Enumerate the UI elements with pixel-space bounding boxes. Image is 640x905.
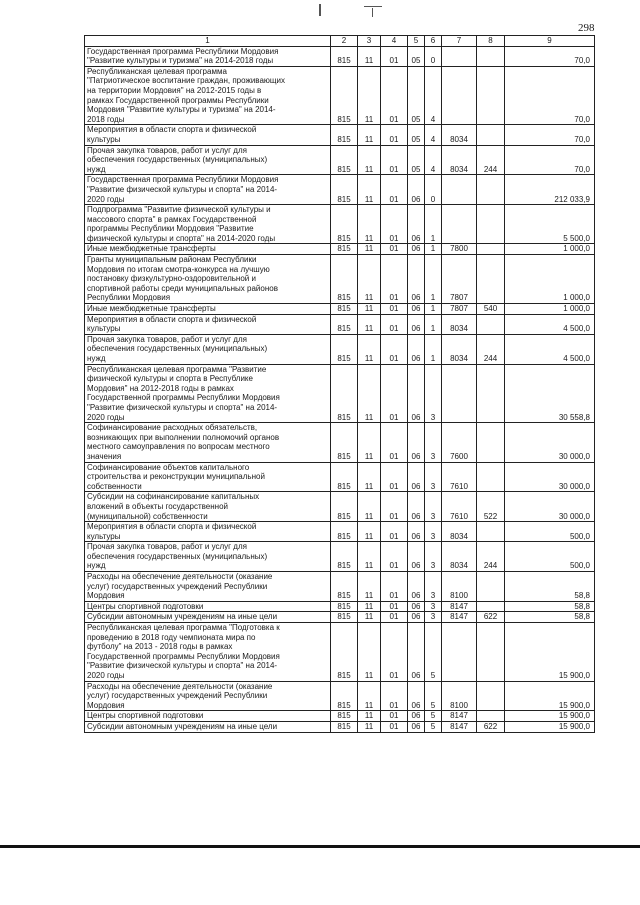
- program-code: 06: [408, 175, 425, 205]
- footer-rule: [0, 845, 640, 848]
- program-code: 06: [408, 492, 425, 522]
- section-code: 11: [358, 255, 381, 304]
- column-header-4: 4: [381, 36, 408, 47]
- ministry-code: 815: [331, 304, 358, 315]
- program-code: 06: [408, 612, 425, 623]
- expense-type-code: 244: [477, 145, 505, 175]
- expense-type-code: [477, 125, 505, 145]
- article-code: 8034: [442, 522, 477, 542]
- section-code: 11: [358, 522, 381, 542]
- expense-type-code: [477, 522, 505, 542]
- subsection-code: 01: [381, 66, 408, 125]
- table-row: [85, 364, 595, 423]
- section-code: 11: [358, 423, 381, 462]
- amount: 212 033,9: [505, 175, 595, 205]
- subprogram-code: 3: [425, 492, 442, 522]
- article-code: 8034: [442, 314, 477, 334]
- ministry-code: 815: [331, 255, 358, 304]
- program-code: 06: [408, 205, 425, 244]
- article-code: 8034: [442, 334, 477, 364]
- row-name: Иные межбюджетные трансферты: [85, 304, 331, 315]
- program-code: 06: [408, 601, 425, 612]
- program-code: 06: [408, 244, 425, 255]
- section-code: 11: [358, 334, 381, 364]
- program-code: 06: [408, 462, 425, 492]
- article-code: 8034: [442, 125, 477, 145]
- table-row: [85, 175, 595, 205]
- row-name: Расходы на обеспечение деятельности (оказание услуг) государственных учреждений Республики Мордовия: [85, 681, 331, 711]
- expense-type-code: [477, 364, 505, 423]
- article-code: 7800: [442, 244, 477, 255]
- article-code: 7610: [442, 492, 477, 522]
- table-row: [85, 244, 595, 255]
- subprogram-code: 0: [425, 175, 442, 205]
- expense-type-code: [477, 66, 505, 125]
- column-header-8: 8: [477, 36, 505, 47]
- ministry-code: 815: [331, 205, 358, 244]
- article-code: [442, 175, 477, 205]
- table-row: [85, 572, 595, 602]
- amount: 15 900,0: [505, 721, 595, 732]
- column-header-7: 7: [442, 36, 477, 47]
- program-code: 06: [408, 304, 425, 315]
- row-name: Государственная программа Республики Мордовия "Развитие физической культуры и спорта" на 2014- 2020 годы: [85, 175, 331, 205]
- subprogram-code: 5: [425, 711, 442, 722]
- program-code: 06: [408, 681, 425, 711]
- row-name: Прочая закупка товаров, работ и услуг для обеспечения государственных (муниципальных) нужд: [85, 542, 331, 572]
- article-code: 7600: [442, 423, 477, 462]
- subprogram-code: 4: [425, 125, 442, 145]
- article-code: 7610: [442, 462, 477, 492]
- ministry-code: 815: [331, 721, 358, 732]
- subsection-code: 01: [381, 681, 408, 711]
- subprogram-code: 5: [425, 623, 442, 682]
- subprogram-code: 3: [425, 572, 442, 602]
- ministry-code: 815: [331, 145, 358, 175]
- expense-type-code: [477, 462, 505, 492]
- ministry-code: 815: [331, 522, 358, 542]
- table-row: [85, 522, 595, 542]
- article-code: [442, 205, 477, 244]
- table-row: [85, 612, 595, 623]
- amount: 58,8: [505, 612, 595, 623]
- ministry-code: 815: [331, 66, 358, 125]
- subsection-code: 01: [381, 205, 408, 244]
- subsection-code: 01: [381, 542, 408, 572]
- article-code: 7807: [442, 304, 477, 315]
- subprogram-code: 4: [425, 66, 442, 125]
- program-code: 05: [408, 145, 425, 175]
- amount: 15 900,0: [505, 711, 595, 722]
- amount: 500,0: [505, 522, 595, 542]
- row-name: Центры спортивной подготовки: [85, 711, 331, 722]
- subprogram-code: 1: [425, 314, 442, 334]
- subsection-code: 01: [381, 125, 408, 145]
- budget-table: [84, 35, 595, 733]
- program-code: 06: [408, 364, 425, 423]
- scan-artifact: [319, 4, 321, 16]
- amount: 30 558,8: [505, 364, 595, 423]
- subsection-code: 01: [381, 601, 408, 612]
- table-row: [85, 334, 595, 364]
- article-code: 8100: [442, 572, 477, 602]
- amount: 500,0: [505, 542, 595, 572]
- row-name: Государственная программа Республики Мордовия "Развитие культуры и туризма" на 2014-2018 годы: [85, 46, 331, 66]
- section-code: 11: [358, 175, 381, 205]
- ministry-code: 815: [331, 711, 358, 722]
- subsection-code: 01: [381, 462, 408, 492]
- subsection-code: 01: [381, 721, 408, 732]
- ministry-code: 815: [331, 601, 358, 612]
- subsection-code: 01: [381, 492, 408, 522]
- subprogram-code: 5: [425, 681, 442, 711]
- expense-type-code: [477, 601, 505, 612]
- subprogram-code: 3: [425, 522, 442, 542]
- article-code: [442, 46, 477, 66]
- table-row: [85, 681, 595, 711]
- section-code: 11: [358, 66, 381, 125]
- table-row: [85, 601, 595, 612]
- amount: 1 000,0: [505, 304, 595, 315]
- expense-type-code: 522: [477, 492, 505, 522]
- amount: 15 900,0: [505, 681, 595, 711]
- subprogram-code: 3: [425, 612, 442, 623]
- expense-type-code: 622: [477, 612, 505, 623]
- amount: 30 000,0: [505, 462, 595, 492]
- expense-type-code: [477, 244, 505, 255]
- expense-type-code: 244: [477, 542, 505, 572]
- section-code: 11: [358, 244, 381, 255]
- table-row: [85, 462, 595, 492]
- article-code: [442, 66, 477, 125]
- amount: 4 500,0: [505, 334, 595, 364]
- column-header-2: 2: [331, 36, 358, 47]
- table-row: [85, 125, 595, 145]
- article-code: [442, 364, 477, 423]
- amount: 70,0: [505, 46, 595, 66]
- subprogram-code: 1: [425, 244, 442, 255]
- amount: 70,0: [505, 66, 595, 125]
- subsection-code: 01: [381, 711, 408, 722]
- section-code: 11: [358, 681, 381, 711]
- program-code: 06: [408, 334, 425, 364]
- table-row: [85, 205, 595, 244]
- scan-artifact: [364, 6, 382, 7]
- table-row: [85, 66, 595, 125]
- expense-type-code: [477, 572, 505, 602]
- amount: 58,8: [505, 572, 595, 602]
- row-name: Софинансирование расходных обязательств, возникающих при выполнении полномочий органов местного самоуправления по вопросам местного значения: [85, 423, 331, 462]
- subsection-code: 01: [381, 423, 408, 462]
- program-code: 06: [408, 314, 425, 334]
- expense-type-code: [477, 314, 505, 334]
- row-name: Прочая закупка товаров, работ и услуг для обеспечения государственных (муниципальных) нужд: [85, 334, 331, 364]
- section-code: 11: [358, 492, 381, 522]
- subprogram-code: 3: [425, 364, 442, 423]
- ministry-code: 815: [331, 681, 358, 711]
- subsection-code: 01: [381, 612, 408, 623]
- column-header-3: 3: [358, 36, 381, 47]
- table-row: [85, 314, 595, 334]
- row-name: Центры спортивной подготовки: [85, 601, 331, 612]
- expense-type-code: 540: [477, 304, 505, 315]
- ministry-code: 815: [331, 542, 358, 572]
- subprogram-code: 3: [425, 542, 442, 572]
- section-code: 11: [358, 205, 381, 244]
- ministry-code: 815: [331, 175, 358, 205]
- row-name: Субсидии автономным учреждениям на иные цели: [85, 612, 331, 623]
- subprogram-code: 3: [425, 423, 442, 462]
- subprogram-code: 1: [425, 255, 442, 304]
- table-row: [85, 46, 595, 66]
- article-code: 8034: [442, 145, 477, 175]
- section-code: 11: [358, 711, 381, 722]
- column-header-1: 1: [85, 36, 331, 47]
- page-number: 298: [578, 22, 595, 34]
- subsection-code: 01: [381, 623, 408, 682]
- amount: 1 000,0: [505, 244, 595, 255]
- amount: 1 000,0: [505, 255, 595, 304]
- column-header-9: 9: [505, 36, 595, 47]
- subprogram-code: 3: [425, 462, 442, 492]
- section-code: 11: [358, 125, 381, 145]
- subsection-code: 01: [381, 46, 408, 66]
- section-code: 11: [358, 572, 381, 602]
- program-code: 06: [408, 572, 425, 602]
- expense-type-code: [477, 681, 505, 711]
- amount: 30 000,0: [505, 492, 595, 522]
- subsection-code: 01: [381, 314, 408, 334]
- article-code: 8147: [442, 711, 477, 722]
- table-row: [85, 145, 595, 175]
- ministry-code: 815: [331, 364, 358, 423]
- row-name: Республиканская целевая программа "Подготовка к проведению в 2018 году чемпионата мира по футболу" на 2013 - 2018 годы в рамках Государственной программы Республики Мордовия "Развитие физической культуры и спорта" на 2014- 2020 годы: [85, 623, 331, 682]
- ministry-code: 815: [331, 125, 358, 145]
- program-code: 06: [408, 423, 425, 462]
- expense-type-code: 622: [477, 721, 505, 732]
- expense-type-code: [477, 623, 505, 682]
- program-code: 06: [408, 542, 425, 572]
- section-code: 11: [358, 601, 381, 612]
- subprogram-code: 1: [425, 304, 442, 315]
- program-code: 05: [408, 46, 425, 66]
- expense-type-code: 244: [477, 334, 505, 364]
- expense-type-code: [477, 711, 505, 722]
- program-code: 06: [408, 623, 425, 682]
- amount: 70,0: [505, 125, 595, 145]
- row-name: Иные межбюджетные трансферты: [85, 244, 331, 255]
- subprogram-code: 1: [425, 334, 442, 364]
- section-code: 11: [358, 612, 381, 623]
- amount: 5 500,0: [505, 205, 595, 244]
- section-code: 11: [358, 145, 381, 175]
- program-code: 06: [408, 522, 425, 542]
- row-name: Гранты муниципальным районам Республики Мордовия по итогам смотра-конкурса на лучшую постановку физкультурно-оздоровительной и спортивной работы среди муниципальных районов Республики Мордовия: [85, 255, 331, 304]
- article-code: 8034: [442, 542, 477, 572]
- section-code: 11: [358, 542, 381, 572]
- amount: 70,0: [505, 145, 595, 175]
- subsection-code: 01: [381, 145, 408, 175]
- subsection-code: 01: [381, 304, 408, 315]
- table-row: [85, 623, 595, 682]
- subsection-code: 01: [381, 255, 408, 304]
- ministry-code: 815: [331, 244, 358, 255]
- amount: 4 500,0: [505, 314, 595, 334]
- subprogram-code: 5: [425, 721, 442, 732]
- table-row: [85, 423, 595, 462]
- article-code: 8100: [442, 681, 477, 711]
- article-code: [442, 623, 477, 682]
- program-code: 05: [408, 125, 425, 145]
- row-name: Мероприятия в области спорта и физической культуры: [85, 314, 331, 334]
- ministry-code: 815: [331, 462, 358, 492]
- subprogram-code: 4: [425, 145, 442, 175]
- subsection-code: 01: [381, 522, 408, 542]
- table-row: [85, 721, 595, 732]
- amount: 15 900,0: [505, 623, 595, 682]
- column-header-6: 6: [425, 36, 442, 47]
- amount: 30 000,0: [505, 423, 595, 462]
- row-name: Расходы на обеспечение деятельности (оказание услуг) государственных учреждений Республики Мордовия: [85, 572, 331, 602]
- subprogram-code: 0: [425, 46, 442, 66]
- table-row: [85, 711, 595, 722]
- subsection-code: 01: [381, 175, 408, 205]
- ministry-code: 815: [331, 46, 358, 66]
- section-code: 11: [358, 314, 381, 334]
- row-name: Республиканская целевая программа "Патриотическое воспитание граждан, проживающих на территории Мордовия" на 2012-2015 годы в рамках Государственной программы Республики Мордовия "Развитие культуры и туризма" на 2014- 2018 годы: [85, 66, 331, 125]
- row-name: Республиканская целевая программа "Развитие физической культуры и спорта в Республике Мордовия" на 2012-2018 годы в рамках Государственной программы Республики Мордовия "Развитие физической культуры и спорта" на 2014- 2020 годы: [85, 364, 331, 423]
- program-code: 06: [408, 721, 425, 732]
- row-name: Прочая закупка товаров, работ и услуг для обеспечения государственных (муниципальных) нужд: [85, 145, 331, 175]
- expense-type-code: [477, 255, 505, 304]
- section-code: 11: [358, 304, 381, 315]
- subsection-code: 01: [381, 244, 408, 255]
- table-header-row: [85, 36, 595, 47]
- subsection-code: 01: [381, 572, 408, 602]
- article-code: 8147: [442, 612, 477, 623]
- ministry-code: 815: [331, 423, 358, 462]
- row-name: Мероприятия в области спорта и физической культуры: [85, 125, 331, 145]
- section-code: 11: [358, 462, 381, 492]
- ministry-code: 815: [331, 492, 358, 522]
- amount: 58,8: [505, 601, 595, 612]
- ministry-code: 815: [331, 314, 358, 334]
- expense-type-code: [477, 423, 505, 462]
- section-code: 11: [358, 623, 381, 682]
- subsection-code: 01: [381, 364, 408, 423]
- program-code: 05: [408, 66, 425, 125]
- ministry-code: 815: [331, 572, 358, 602]
- expense-type-code: [477, 175, 505, 205]
- expense-type-code: [477, 46, 505, 66]
- subprogram-code: 3: [425, 601, 442, 612]
- table-row: [85, 304, 595, 315]
- ministry-code: 815: [331, 334, 358, 364]
- expense-type-code: [477, 205, 505, 244]
- table-row: [85, 542, 595, 572]
- program-code: 06: [408, 255, 425, 304]
- ministry-code: 815: [331, 612, 358, 623]
- article-code: 8147: [442, 721, 477, 732]
- table-row: [85, 255, 595, 304]
- row-name: Субсидии на софинансирование капитальных вложений в объекты государственной (муниципальной) собственности: [85, 492, 331, 522]
- subsection-code: 01: [381, 334, 408, 364]
- ministry-code: 815: [331, 623, 358, 682]
- article-code: 7807: [442, 255, 477, 304]
- table-row: [85, 492, 595, 522]
- row-name: Субсидии автономным учреждениям на иные цели: [85, 721, 331, 732]
- scan-artifact: [372, 8, 373, 17]
- row-name: Подпрограмма "Развитие физической культуры и массового спорта" в рамках Государственной программы Республики Мордовия "Развитие физической культуры и спорта" на 2014-2020 годы: [85, 205, 331, 244]
- subprogram-code: 1: [425, 205, 442, 244]
- section-code: 11: [358, 721, 381, 732]
- row-name: Мероприятия в области спорта и физической культуры: [85, 522, 331, 542]
- section-code: 11: [358, 364, 381, 423]
- row-name: Софинансирование объектов капитального строительства и реконструкции муниципальной собственности: [85, 462, 331, 492]
- article-code: 8147: [442, 601, 477, 612]
- column-header-5: 5: [408, 36, 425, 47]
- program-code: 06: [408, 711, 425, 722]
- section-code: 11: [358, 46, 381, 66]
